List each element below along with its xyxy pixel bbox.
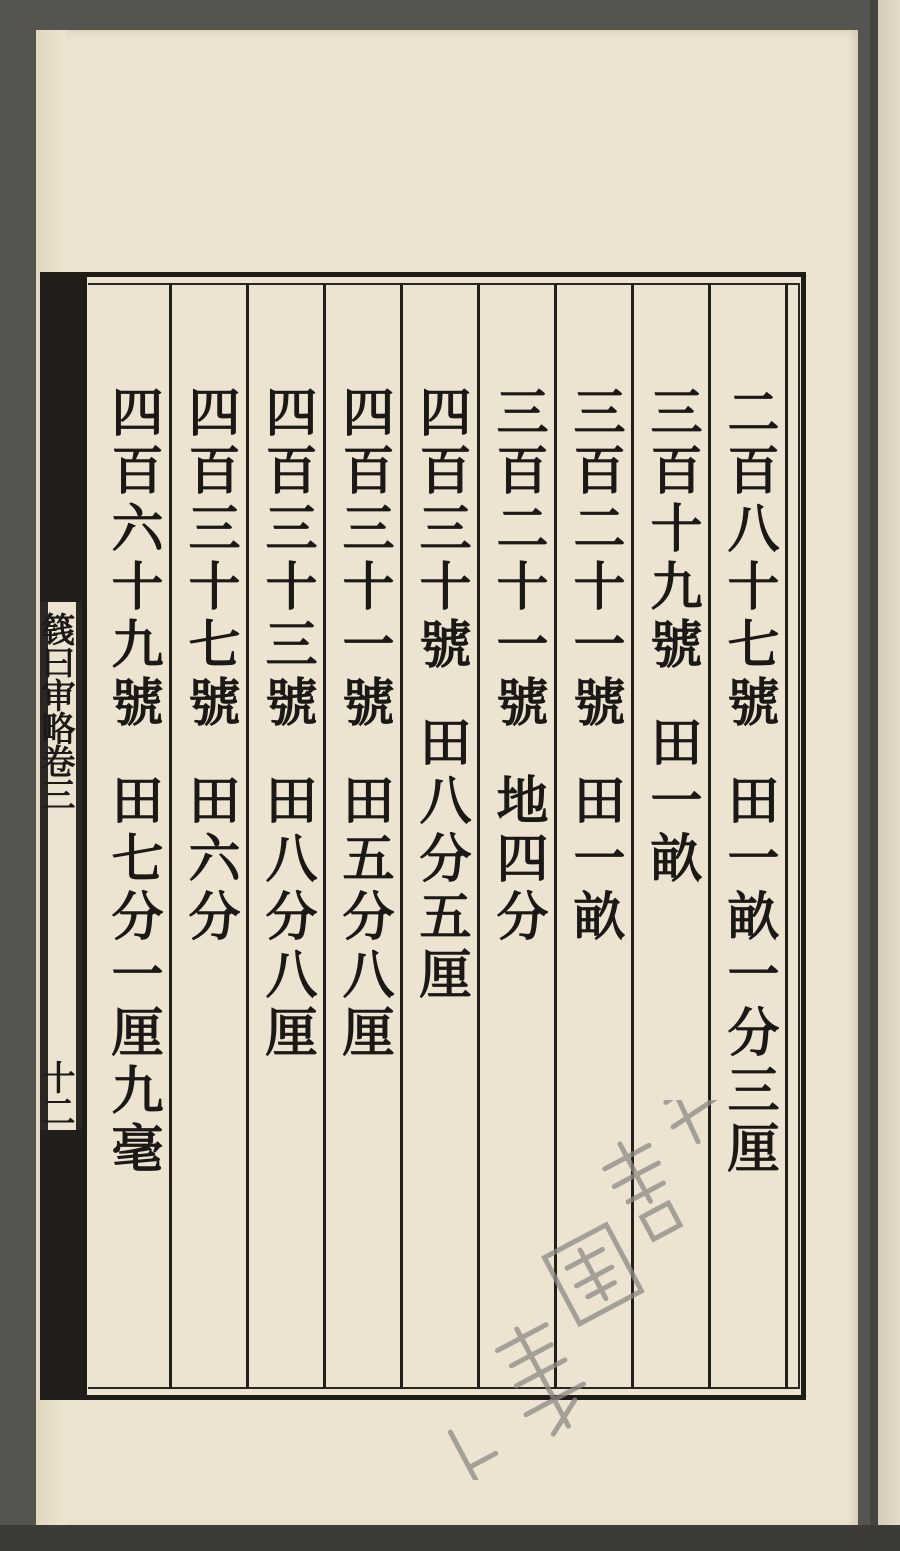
land-area: 田八分五厘 xyxy=(410,715,471,1005)
land-area: 田八分八厘 xyxy=(256,773,317,1063)
library-seal-stamp xyxy=(360,1100,820,1480)
register-entry xyxy=(254,385,318,1063)
lot-number: 三百十九號 xyxy=(641,385,702,675)
lot-number: 三百二十一號 xyxy=(487,385,548,733)
lot-number: 四百六十九號 xyxy=(102,385,163,733)
lot-number: 四百三十三號 xyxy=(256,385,317,733)
column-rule xyxy=(169,283,172,1389)
register-entry xyxy=(639,385,703,889)
lot-number: 四百三十七號 xyxy=(179,385,240,733)
register-entry xyxy=(177,385,241,947)
fold-margin-title: 篯曰审略卷三 xyxy=(35,612,75,810)
register-entry xyxy=(562,385,626,947)
register-entry xyxy=(331,385,395,1063)
register-entry xyxy=(485,385,549,947)
scan-bottom-edge xyxy=(0,1525,900,1551)
column-rule xyxy=(323,283,326,1389)
land-area: 田七分一厘九毫 xyxy=(102,773,163,1179)
land-area: 田五分八厘 xyxy=(333,773,394,1063)
register-entry xyxy=(408,385,472,1005)
lot-number: 三百二十一號 xyxy=(564,385,625,733)
land-area: 田一畝一分三厘 xyxy=(718,773,779,1179)
land-area: 地四分 xyxy=(487,773,548,947)
fold-margin-black-mouth-bottom xyxy=(40,1130,84,1400)
register-entry xyxy=(100,385,164,1179)
lot-number: 四百三十號 xyxy=(410,385,471,675)
land-area: 田一畝 xyxy=(564,773,625,947)
fold-margin-page-number: 十二 xyxy=(35,1060,75,1128)
land-area: 田六分 xyxy=(179,773,240,947)
land-area: 田一畝 xyxy=(641,715,702,889)
adjacent-page-edge xyxy=(878,0,900,1551)
fold-margin-black-mouth-top xyxy=(40,272,84,602)
lot-number: 四百三十一號 xyxy=(333,385,394,733)
column-rule xyxy=(246,283,249,1389)
lot-number: 二百八十七號 xyxy=(718,385,779,733)
register-entry xyxy=(716,385,780,1179)
